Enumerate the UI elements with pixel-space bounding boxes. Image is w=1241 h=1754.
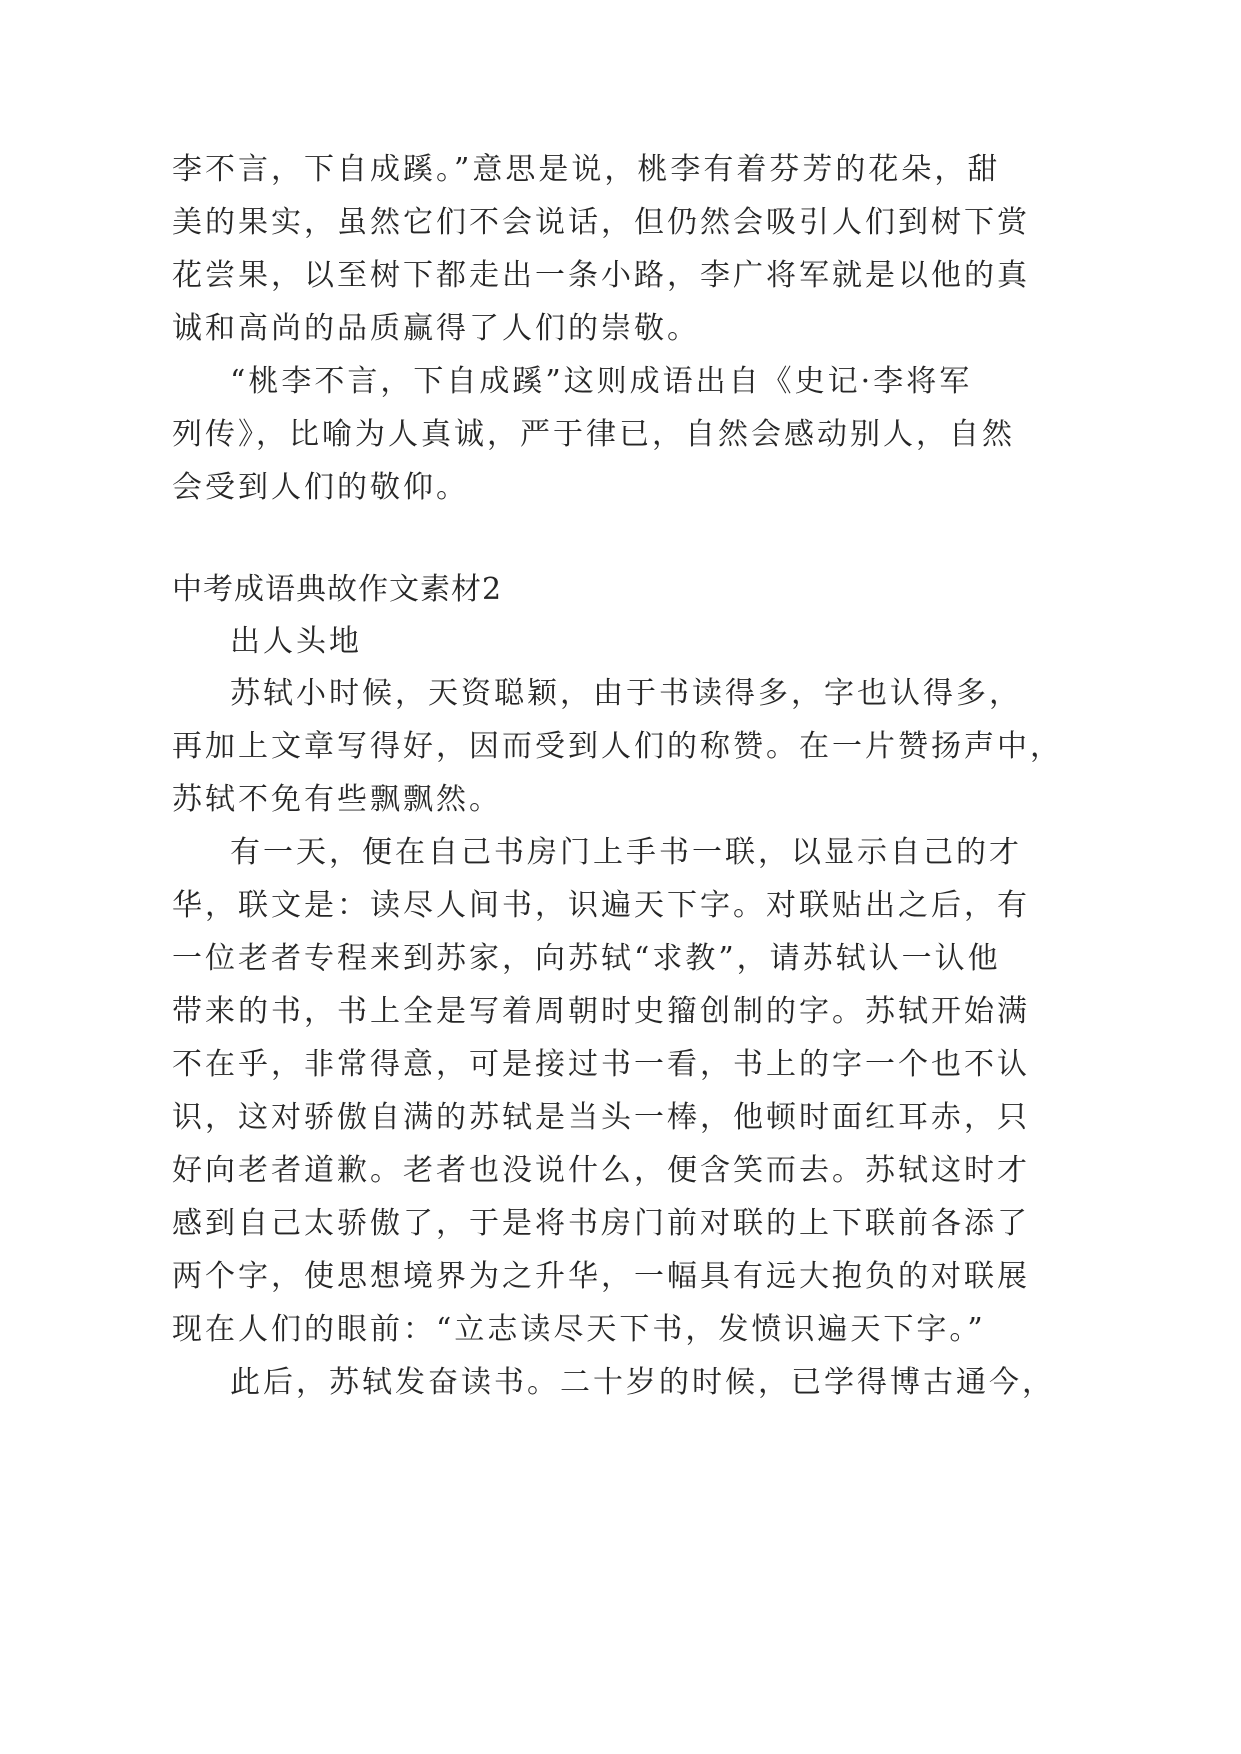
section-heading: 中考成语典故作文素材2 [172,572,503,607]
story-title: 出人头地 [230,624,362,659]
paragraph-1-line: 美的果实，虽然它们不会说话，但仍然会吸引人们到树下赏 [172,205,1030,240]
paragraph-4-line: 带来的书，书上全是写着周朝时史籀创制的字。苏轼开始满 [172,994,1030,1029]
paragraph-4-line: 华，联文是：读尽人间书，识遍天下字。对联贴出之后，有 [172,888,1030,923]
paragraph-2-line: “桃李不言，下自成蹊”这则成语出自《史记·李将军 [230,364,973,399]
paragraph-2-line: 列传》，比喻为人真诚，严于律已，自然会感动别人，自然 [172,417,1015,452]
paragraph-4-line: 两个字，使思想境界为之升华，一幅具有远大抱负的对联展 [172,1259,1030,1294]
paragraph-4-line: 现在人们的眼前：“立志读尽天下书，发愤识遍天下字。” [172,1312,986,1347]
paragraph-1-line: 诚和高尚的品质赢得了人们的崇敬。 [172,311,700,346]
paragraph-3-line: 苏轼不免有些飘飘然。 [172,782,502,817]
paragraph-4-line: 有一天，便在自己书房门上手书一联，以显示自己的才 [230,835,1022,870]
paragraph-4-line: 一位老者专程来到苏家，向苏轼“求教”，请苏轼认一认他 [172,941,1001,976]
paragraph-4-line: 识，这对骄傲自满的苏轼是当头一棒，他顿时面红耳赤，只 [172,1100,1030,1135]
paragraph-1-line: 花尝果，以至树下都走出一条小路，李广将军就是以他的真 [172,258,1030,293]
paragraph-1-line: 李不言，下自成蹊。”意思是说，桃李有着芬芳的花朵，甜 [172,152,1001,187]
paragraph-4-line: 好向老者道歉。老者也没说什么，便含笑而去。苏轼这时才 [172,1153,1030,1188]
paragraph-4-line: 感到自己太骄傲了，于是将书房门前对联的上下联前各添了 [172,1206,1030,1241]
paragraph-2-line: 会受到人们的敬仰。 [172,470,469,505]
paragraph-5-line: 此后，苏轼发奋读书。二十岁的时候，已学得博古通今， [230,1365,1055,1400]
paragraph-3-line: 苏轼小时候，天资聪颖，由于书读得多，字也认得多， [230,676,1022,711]
paragraph-3-line: 再加上文章写得好，因而受到人们的称赞。在一片赞扬声中， [172,729,1063,764]
paragraph-4-line: 不在乎，非常得意，可是接过书一看，书上的字一个也不认 [172,1047,1030,1082]
